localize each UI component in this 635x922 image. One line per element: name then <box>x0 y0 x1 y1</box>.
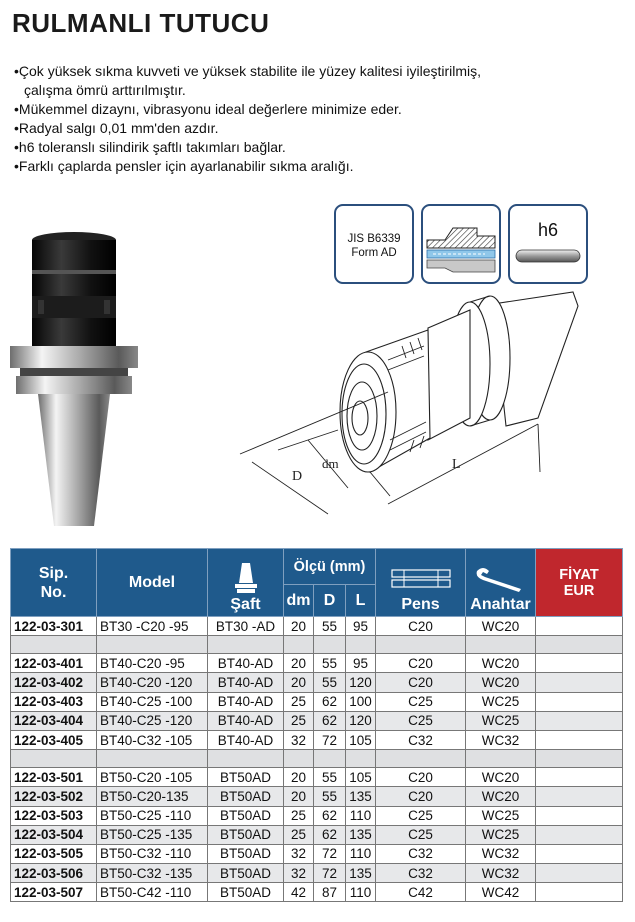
cell-pens: C32 <box>376 844 466 863</box>
cell-fiyat <box>536 692 623 711</box>
cell-saft: BT30 -AD <box>208 617 284 636</box>
h6-tolerance-badge <box>508 204 588 284</box>
cell-dm: 20 <box>284 768 314 787</box>
feature-item: •Çok yüksek sıkma kuvveti ve yüksek stabilite ile yüzey kalitesi iyileştirilmiş, <box>14 63 482 79</box>
shank-icon <box>231 561 261 595</box>
cell-fiyat <box>536 883 623 902</box>
cell-anahtar: WC20 <box>466 787 536 806</box>
cell-D: 62 <box>314 711 346 730</box>
cell-model: BT50-C32 -110 <box>97 844 208 863</box>
spec-table <box>10 548 623 902</box>
table-row <box>11 806 623 825</box>
cell-sip-no: 122-03-505 <box>11 844 97 863</box>
cell-D: 62 <box>314 825 346 844</box>
col-header-D: D <box>314 585 346 617</box>
cell-dm: 25 <box>284 806 314 825</box>
cell-model: BT50-C25 -135 <box>97 825 208 844</box>
cell-pens: C32 <box>376 730 466 749</box>
cell-model: BT40-C25 -120 <box>97 711 208 730</box>
cell-anahtar: WC20 <box>466 768 536 787</box>
jis-badge-line2: Form AD <box>351 247 397 259</box>
cell-pens: C25 <box>376 825 466 844</box>
cell-model: BT30 -C20 -95 <box>97 617 208 636</box>
cell-pens: C20 <box>376 673 466 692</box>
cell-dm: 20 <box>284 787 314 806</box>
spacer-cell <box>346 636 376 654</box>
jis-badge-line1: JIS B6339 <box>347 233 401 245</box>
spacer-cell <box>314 750 346 768</box>
cell-saft: BT40-AD <box>208 730 284 749</box>
cell-model: BT50-C42 -110 <box>97 883 208 902</box>
spacer-cell <box>208 636 284 654</box>
cell-dm: 42 <box>284 883 314 902</box>
cell-D: 72 <box>314 730 346 749</box>
table-row <box>11 730 623 749</box>
h6-badge-label: h6 <box>537 220 559 240</box>
cell-sip-no: 122-03-507 <box>11 883 97 902</box>
table-row <box>11 825 623 844</box>
cell-sip-no: 122-03-401 <box>11 654 97 673</box>
cell-model: BT40-C20 -95 <box>97 654 208 673</box>
table-spacer-row <box>11 636 623 654</box>
cell-dm: 32 <box>284 844 314 863</box>
wrench-icon <box>473 565 529 593</box>
cell-model: BT40-C20 -120 <box>97 673 208 692</box>
cell-L: 110 <box>346 806 376 825</box>
spacer-cell <box>536 750 623 768</box>
cell-model: BT50-C25 -110 <box>97 806 208 825</box>
cell-D: 87 <box>314 883 346 902</box>
cell-pens: C20 <box>376 768 466 787</box>
cell-sip-no: 122-03-404 <box>11 711 97 730</box>
table-row <box>11 711 623 730</box>
collet-icon <box>390 567 452 591</box>
cell-saft: BT50AD <box>208 806 284 825</box>
cell-L: 135 <box>346 864 376 883</box>
spacer-cell <box>97 636 208 654</box>
table-row <box>11 844 623 863</box>
spacer-cell <box>208 750 284 768</box>
cell-pens: C42 <box>376 883 466 902</box>
cell-fiyat <box>536 864 623 883</box>
cell-dm: 32 <box>284 730 314 749</box>
cell-fiyat <box>536 617 623 636</box>
cell-fiyat <box>536 673 623 692</box>
cell-fiyat <box>536 787 623 806</box>
cell-anahtar: WC25 <box>466 806 536 825</box>
cell-dm: 20 <box>284 673 314 692</box>
cell-L: 110 <box>346 883 376 902</box>
cell-model: BT50-C20 -105 <box>97 768 208 787</box>
cell-saft: BT40-AD <box>208 692 284 711</box>
table-row <box>11 692 623 711</box>
cell-dm: 25 <box>284 825 314 844</box>
col-header-anahtar: Anahtar <box>466 549 536 617</box>
cell-sip-no: 122-03-402 <box>11 673 97 692</box>
cell-D: 55 <box>314 673 346 692</box>
cell-saft: BT50AD <box>208 883 284 902</box>
dimension-drawing <box>238 290 588 529</box>
cell-L: 120 <box>346 711 376 730</box>
cell-D: 55 <box>314 617 346 636</box>
spacer-cell <box>97 750 208 768</box>
spacer-cell <box>466 636 536 654</box>
cell-D: 72 <box>314 864 346 883</box>
feature-item: •Farklı çaplarda pensler için ayarlanabilir sıkma aralığı. <box>14 158 354 174</box>
cell-dm: 20 <box>284 617 314 636</box>
table-row <box>11 768 623 787</box>
col-header-dm: dm <box>284 585 314 617</box>
cell-pens: C20 <box>376 654 466 673</box>
cell-anahtar: WC25 <box>466 692 536 711</box>
col-header-olcu: Ölçü (mm) <box>284 549 376 585</box>
cell-anahtar: WC25 <box>466 825 536 844</box>
cell-D: 72 <box>314 844 346 863</box>
cell-L: 135 <box>346 787 376 806</box>
cell-anahtar: WC25 <box>466 711 536 730</box>
cell-fiyat <box>536 825 623 844</box>
cell-saft: BT40-AD <box>208 654 284 673</box>
cell-anahtar: WC32 <box>466 864 536 883</box>
cell-sip-no: 122-03-502 <box>11 787 97 806</box>
cell-model: BT50-C32 -135 <box>97 864 208 883</box>
cell-anahtar: WC20 <box>466 617 536 636</box>
col-header-sip: Sip. No. <box>11 549 97 617</box>
cell-fiyat <box>536 654 623 673</box>
spacer-cell <box>284 636 314 654</box>
product-photo <box>8 230 140 535</box>
cell-L: 100 <box>346 692 376 711</box>
cell-L: 105 <box>346 768 376 787</box>
cell-fiyat <box>536 844 623 863</box>
cell-sip-no: 122-03-301 <box>11 617 97 636</box>
cell-anahtar: WC20 <box>466 673 536 692</box>
feature-item: •Radyal salgı 0,01 mm'den azdır. <box>14 120 219 136</box>
cell-pens: C25 <box>376 692 466 711</box>
cell-sip-no: 122-03-403 <box>11 692 97 711</box>
spacer-cell <box>314 636 346 654</box>
cell-D: 55 <box>314 787 346 806</box>
feature-item: çalışma ömrü arttırılmıştır. <box>24 82 186 98</box>
cell-saft: BT50AD <box>208 844 284 863</box>
cell-L: 120 <box>346 673 376 692</box>
table-row <box>11 864 623 883</box>
cell-model: BT40-C25 -100 <box>97 692 208 711</box>
spacer-cell <box>466 750 536 768</box>
cell-pens: C20 <box>376 787 466 806</box>
cell-dm: 25 <box>284 711 314 730</box>
cell-L: 135 <box>346 825 376 844</box>
table-row <box>11 673 623 692</box>
cell-fiyat <box>536 768 623 787</box>
cell-saft: BT50AD <box>208 768 284 787</box>
feature-item: •h6 toleranslı silindirik şaftlı takımları bağlar. <box>14 139 286 155</box>
cell-anahtar: WC32 <box>466 844 536 863</box>
page-title: RULMANLI TUTUCU <box>12 8 270 38</box>
cell-anahtar: WC32 <box>466 730 536 749</box>
col-header-model: Model <box>97 549 208 617</box>
cell-D: 55 <box>314 768 346 787</box>
cell-saft: BT50AD <box>208 825 284 844</box>
cell-L: 105 <box>346 730 376 749</box>
cell-D: 62 <box>314 806 346 825</box>
col-header-fiyat: FİYAT EUR <box>536 549 623 617</box>
cell-dm: 25 <box>284 692 314 711</box>
cell-fiyat <box>536 806 623 825</box>
cell-sip-no: 122-03-501 <box>11 768 97 787</box>
feature-list <box>14 62 614 176</box>
cell-fiyat <box>536 730 623 749</box>
cell-sip-no: 122-03-405 <box>11 730 97 749</box>
col-header-L: L <box>346 585 376 617</box>
coolant-section-icon <box>421 204 501 284</box>
dim-label-L: L <box>452 457 461 472</box>
table-row <box>11 883 623 902</box>
cell-sip-no: 122-03-503 <box>11 806 97 825</box>
spacer-cell <box>536 636 623 654</box>
dim-label-dm: dm <box>322 456 339 471</box>
cell-fiyat <box>536 711 623 730</box>
spacer-cell <box>11 750 97 768</box>
cell-pens: C32 <box>376 864 466 883</box>
feature-item: •Mükemmel dizaynı, vibrasyonu ideal değerlere minimize eder. <box>14 101 402 117</box>
cell-saft: BT50AD <box>208 787 284 806</box>
jis-standard-badge <box>334 204 414 284</box>
table-row <box>11 787 623 806</box>
cell-anahtar: WC20 <box>466 654 536 673</box>
col-header-saft: Şaft <box>208 549 284 617</box>
col-header-pens: Pens <box>376 549 466 617</box>
cell-L: 95 <box>346 654 376 673</box>
cell-saft: BT40-AD <box>208 711 284 730</box>
cell-pens: C25 <box>376 806 466 825</box>
cell-pens: C20 <box>376 617 466 636</box>
cell-dm: 32 <box>284 864 314 883</box>
cell-sip-no: 122-03-504 <box>11 825 97 844</box>
spacer-cell <box>346 750 376 768</box>
spacer-cell <box>376 636 466 654</box>
cell-sip-no: 122-03-506 <box>11 864 97 883</box>
table-spacer-row <box>11 750 623 768</box>
cell-saft: BT50AD <box>208 864 284 883</box>
cell-anahtar: WC42 <box>466 883 536 902</box>
table-row <box>11 617 623 636</box>
cell-saft: BT40-AD <box>208 673 284 692</box>
spacer-cell <box>376 750 466 768</box>
cell-D: 55 <box>314 654 346 673</box>
spacer-cell <box>11 636 97 654</box>
cell-model: BT40-C32 -105 <box>97 730 208 749</box>
dim-label-D: D <box>292 469 303 484</box>
cell-L: 95 <box>346 617 376 636</box>
cell-model: BT50-C20-135 <box>97 787 208 806</box>
cell-pens: C25 <box>376 711 466 730</box>
cell-L: 110 <box>346 844 376 863</box>
spacer-cell <box>284 750 314 768</box>
cell-dm: 20 <box>284 654 314 673</box>
cell-D: 62 <box>314 692 346 711</box>
table-row <box>11 654 623 673</box>
